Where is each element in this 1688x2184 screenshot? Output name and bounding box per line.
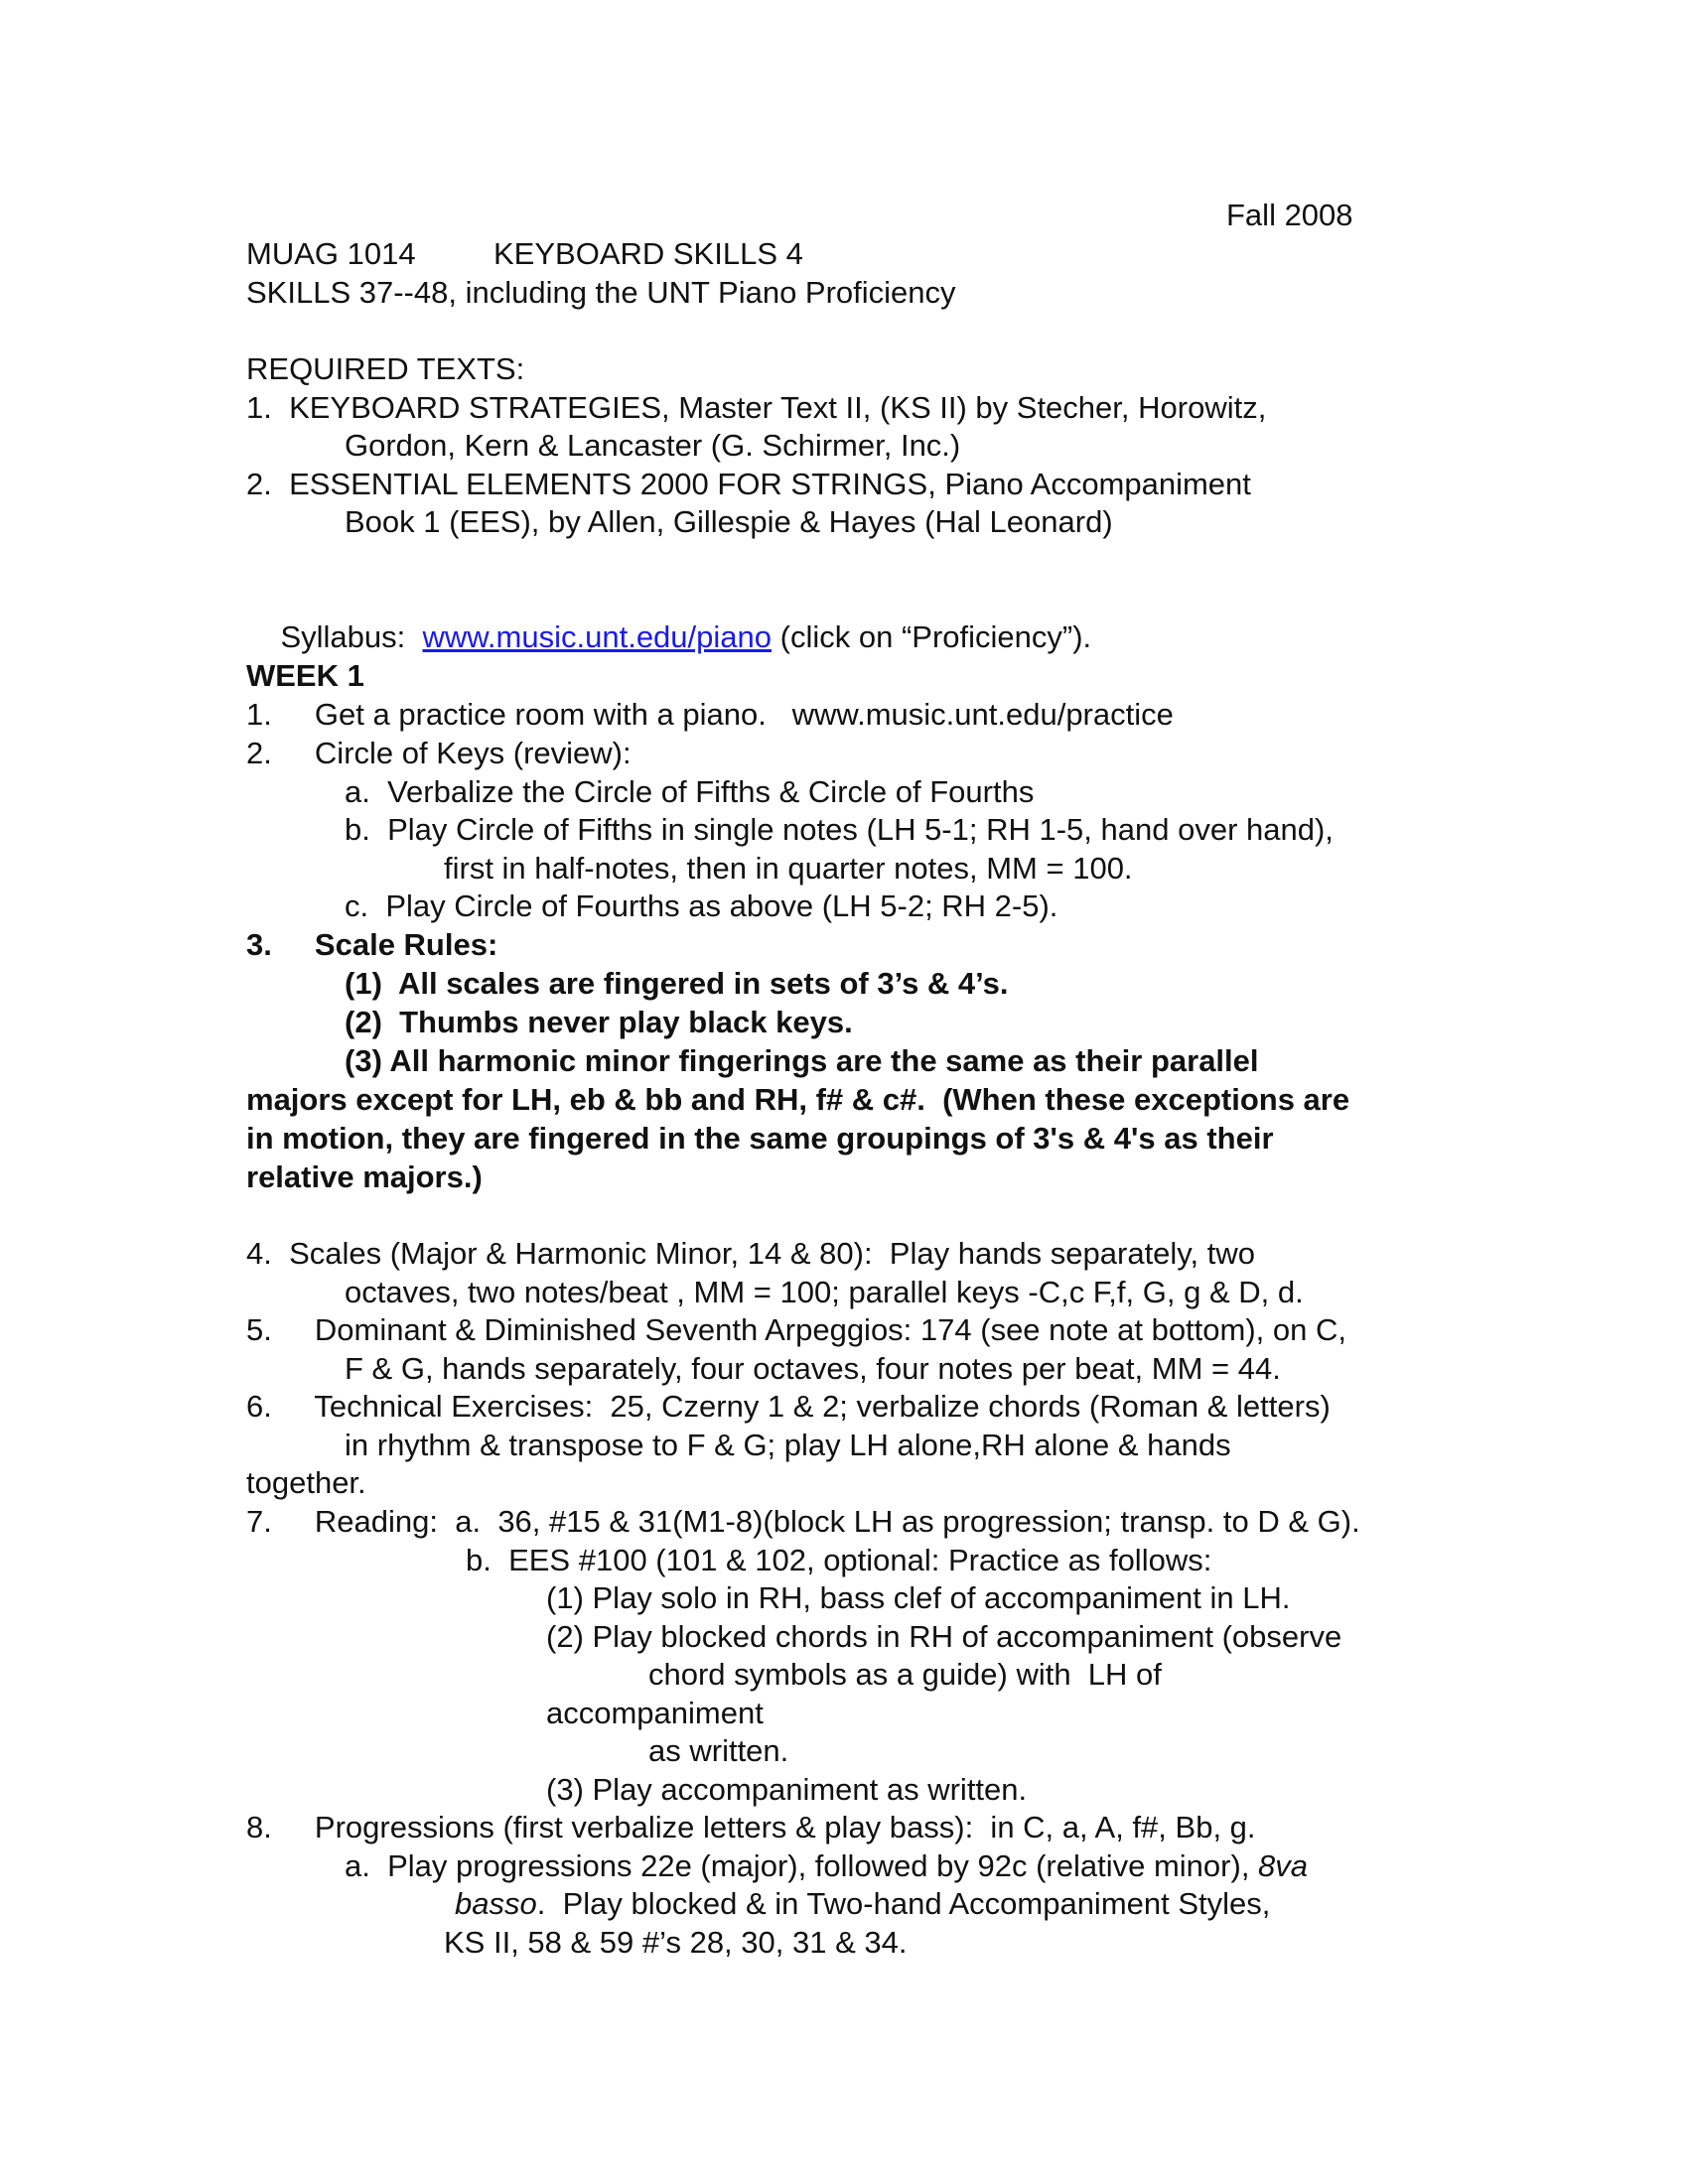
week1-item-5-line1: 5. Dominant & Diminished Seventh Arpeggios: 174 (see note at bottom), on C, xyxy=(246,1312,1346,1347)
week1-item-7b-step2-line2: chord symbols as a guide) with LH of xyxy=(648,1657,1162,1692)
week1-item-7b-step2-line3: accompaniment xyxy=(546,1696,764,1730)
week1-item-1: 1. Get a practice room with a piano. www.music.unt.edu/practice xyxy=(246,697,1174,732)
scale-rule-3-line2: majors except for LH, eb & bb and RH, f# & c#. (When these exceptions are xyxy=(246,1082,1350,1117)
required-texts-heading: REQUIRED TEXTS: xyxy=(246,351,525,386)
week1-item-4-line1: 4. Scales (Major & Harmonic Minor, 14 & 80): Play hands separately, two xyxy=(246,1236,1255,1271)
week1-item-7b-step2-line1: (2) Play blocked chords in RH of accompaniment (observe xyxy=(546,1619,1342,1654)
scale-rule-1: (1) All scales are fingered in sets of 3’s & 4’s. xyxy=(345,966,1009,1001)
item-8a-text-2: . Play blocked & in Two-hand Accompaniment Styles, xyxy=(536,1886,1271,1921)
week1-item-8: 8. Progressions (first verbalize letters & play bass): in C, a, A, f#, Bb, g. xyxy=(246,1810,1256,1844)
week1-item-4-line2: octaves, two notes/beat , MM = 100; parallel keys -C,c F,f, G, g & D, d. xyxy=(345,1275,1304,1309)
week1-item-8a-line3: KS II, 58 & 59 #’s 28, 30, 31 & 34. xyxy=(444,1925,908,1960)
required-text-1-line2: Gordon, Kern & Lancaster (G. Schirmer, Inc.) xyxy=(345,428,961,463)
term-label: Fall 2008 xyxy=(1226,198,1353,232)
course-title: KEYBOARD SKILLS 4 xyxy=(493,236,803,271)
course-subtitle: SKILLS 37--48, including the UNT Piano Proficiency xyxy=(246,275,956,310)
required-text-2-line1: 2. ESSENTIAL ELEMENTS 2000 FOR STRINGS, Piano Accompaniment xyxy=(246,467,1251,501)
week1-item-7b-step2-line4: as written. xyxy=(648,1733,789,1768)
syllabus-line xyxy=(246,581,1091,694)
week1-item-2b-line1: b. Play Circle of Fifths in single notes (LH 5-1; RH 1-5, hand over hand), xyxy=(345,812,1334,847)
week1-item-8a-line1 xyxy=(345,1847,1308,1885)
week1-item-2c: c. Play Circle of Fourths as above (LH 5-2; RH 2-5). xyxy=(345,888,1058,923)
scale-rule-3-line4: relative majors.) xyxy=(246,1160,483,1194)
week-1-heading: WEEK 1 xyxy=(246,658,364,693)
syllabus-link[interactable]: www.music.unt.edu/piano xyxy=(422,619,773,654)
week1-item-7b-step3: (3) Play accompaniment as written. xyxy=(546,1772,1028,1807)
course-code: MUAG 1014 xyxy=(246,236,416,271)
scale-rule-2: (2) Thumbs never play black keys. xyxy=(345,1005,853,1039)
week1-item-5-line2: F & G, hands separately, four octaves, four notes per beat, MM = 44. xyxy=(345,1351,1281,1386)
item-8a-8va: 8va xyxy=(1258,1848,1309,1883)
required-text-2-line2: Book 1 (EES), by Allen, Gillespie & Hayes (Hal Leonard) xyxy=(345,504,1113,539)
week1-item-2a: a. Verbalize the Circle of Fifths & Circle of Fourths xyxy=(345,774,1035,809)
syllabus-note: (click on “Proficiency”). xyxy=(779,619,1092,654)
week1-item-3-scale-rules: 3. Scale Rules: xyxy=(246,927,498,962)
scale-rule-3-line3: in motion, they are fingered in the same groupings of 3's & 4's as their xyxy=(246,1121,1274,1156)
item-8a-basso: basso xyxy=(455,1886,537,1921)
week1-item-7a: 7. Reading: a. 36, #15 & 31(M1-8)(block LH as progression; transp. to D & G). xyxy=(246,1504,1360,1539)
week1-item-8a-line2 xyxy=(455,1885,1270,1923)
required-text-1-line1: 1. KEYBOARD STRATEGIES, Master Text II, (KS II) by Stecher, Horowitz, xyxy=(246,390,1267,425)
item-8a-text: a. Play progressions 22e (major), followed by 92c (relative minor), xyxy=(345,1848,1259,1883)
week1-item-7b: b. EES #100 (101 & 102, optional: Practice as follows: xyxy=(466,1543,1212,1577)
week1-item-6-line2: in rhythm & transpose to F & G; play LH alone,RH alone & hands xyxy=(345,1428,1231,1462)
scale-rule-3-line1: (3) All harmonic minor fingerings are the same as their parallel xyxy=(345,1043,1259,1078)
syllabus-label: Syllabus: xyxy=(280,619,406,654)
week1-item-6-line3: together. xyxy=(246,1465,366,1500)
week1-item-2: 2. Circle of Keys (review): xyxy=(246,736,632,770)
week1-item-7b-step1: (1) Play solo in RH, bass clef of accompaniment in LH. xyxy=(546,1580,1291,1615)
week1-item-2b-line2: first in half-notes, then in quarter notes, MM = 100. xyxy=(444,851,1133,886)
week1-item-6-line1: 6. Technical Exercises: 25, Czerny 1 & 2; verbalize chords (Roman & letters) xyxy=(246,1389,1331,1424)
